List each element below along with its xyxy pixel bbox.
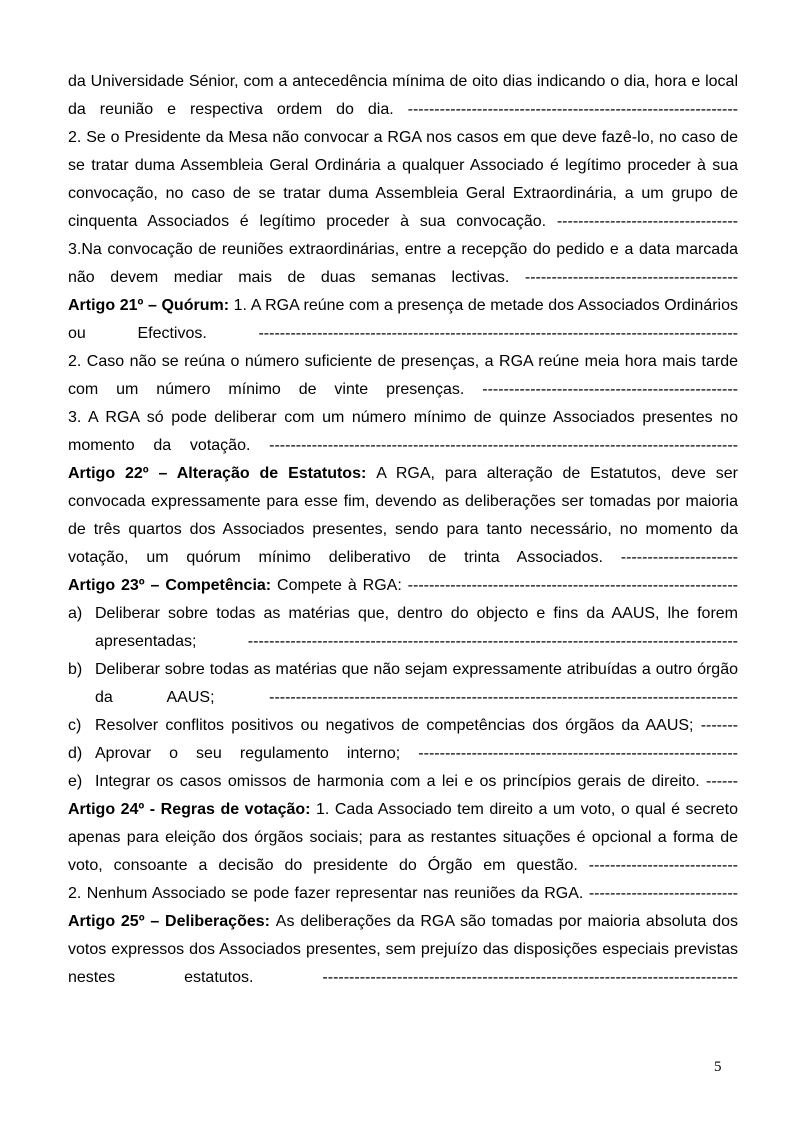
list-item-marker: c) — [68, 717, 82, 734]
paragraph — [68, 292, 738, 348]
body-text: Aprovar o seu regulamento interno; ------------------------------------------------------------ — [95, 745, 738, 762]
list-item — [68, 600, 738, 656]
page-number: 5 — [714, 1059, 722, 1075]
article-heading: Artigo 22º – Alteração de Estatutos: — [68, 465, 377, 482]
body-text: Integrar os casos omissos de harmonia com a lei e os princípios gerais de direito. ------ — [95, 773, 738, 790]
body-text: 3.Na convocação de reuniões extraordinárias, entre a recepção do pedido e a data marcada não devem mediar mais de duas semanas lectivas. ---------------------------------------- — [68, 241, 738, 286]
paragraph — [68, 460, 738, 572]
paragraph — [68, 348, 738, 404]
list-item-text — [95, 600, 738, 656]
body-text: A RGA, para alteração de Estatutos, deve ser convocada expressamente para esse fim, devendo as deliberações ser tomadas por maioria de três quartos dos Associados presentes, sendo para tanto necessário, no momento da votação, um quórum mínimo deliberativo de trinta Associados. ---------------------- — [68, 465, 739, 566]
paragraph — [68, 404, 738, 460]
paragraph — [68, 572, 738, 600]
paragraph — [68, 236, 738, 292]
article-heading: Artigo 23º – Competência: — [68, 577, 278, 594]
paragraph — [68, 880, 738, 908]
list-item — [68, 656, 738, 712]
body-text: 2. Se o Presidente da Mesa não convocar a RGA nos casos em que deve fazê-lo, no caso de se tratar duma Assembleia Geral Ordinária a qualquer Associado é legítimo proceder à sua convocação, no caso de se tratar duma Assembleia Geral Extraordinária, a um grupo de cinquenta Associados é legítimo proceder à sua convocação. ---------------------------------- — [68, 129, 738, 230]
body-text: 1. Cada Associado tem direito a um voto, o qual é secreto apenas para eleição dos órgãos sociais; para as restantes situações é opcional a forma de voto, consoante a decisão do presidente do Órgão em questão. ---------------------------- — [68, 801, 738, 874]
article-heading: Artigo 25º – Deliberações: — [68, 913, 276, 930]
article-heading: Artigo 21º – Quórum: — [68, 297, 234, 314]
body-text: Resolver conflitos positivos ou negativos de competências dos órgãos da AAUS; ------- — [95, 717, 738, 734]
paragraph — [68, 68, 738, 124]
body-text: 3. A RGA só pode deliberar com um número mínimo de quinze Associados presentes no momento da votação. ---------------------------------------------------------------------------------------- — [68, 409, 738, 454]
list-item — [68, 740, 738, 768]
list-item-text — [95, 740, 738, 768]
list-item-text — [95, 768, 738, 796]
list-item-marker: b) — [68, 661, 83, 678]
list-item — [68, 768, 738, 796]
body-text: 1. A RGA reúne com a presença de metade dos Associados Ordinários ou Efectivos. ------------------------------------------------------------------------------------------ — [68, 297, 738, 342]
list-item-marker: e) — [68, 773, 83, 790]
list-item-marker: a) — [68, 605, 83, 622]
list-item-marker: d) — [68, 745, 83, 762]
body-text: As deliberações da RGA são tomadas por maioria absoluta dos votos expressos dos Associados presentes, sem prejuízo das disposições especiais previstas nestes estatutos. ------------------------------------------------------------------------------ — [68, 913, 739, 986]
paragraph — [68, 908, 738, 992]
paragraph — [68, 796, 738, 880]
body-text: Deliberar sobre todas as matérias que, dentro do objecto e fins da AAUS, lhe forem apresentadas; -------------------------------------------------------------------------------------------- — [95, 605, 738, 650]
list-item — [68, 712, 738, 740]
body-text: 2. Caso não se reúna o número suficiente de presenças, a RGA reúne meia hora mais tarde com um número mínimo de vinte presenças. ------------------------------------------------ — [68, 353, 738, 398]
body-text: 2. Nenhum Associado se pode fazer representar nas reuniões da RGA. ---------------------------- — [68, 885, 738, 902]
body-text: da Universidade Sénior, com a antecedência mínima de oito dias indicando o dia, hora e local da reunião e respectiva ordem do dia. -------------------------------------------------------------- — [68, 73, 738, 118]
article-heading: Artigo 24º - Regras de votação: — [68, 801, 316, 818]
list-item-text — [95, 656, 738, 712]
paragraph — [68, 124, 738, 236]
body-text: Compete à RGA: -------------------------------------------------------------- — [277, 577, 739, 594]
body-text: Deliberar sobre todas as matérias que não sejam expressamente atribuídas a outro órgão da AAUS; ---------------------------------------------------------------------------------------- — [95, 661, 738, 706]
list-item-text — [95, 712, 738, 740]
document-body — [68, 68, 738, 992]
